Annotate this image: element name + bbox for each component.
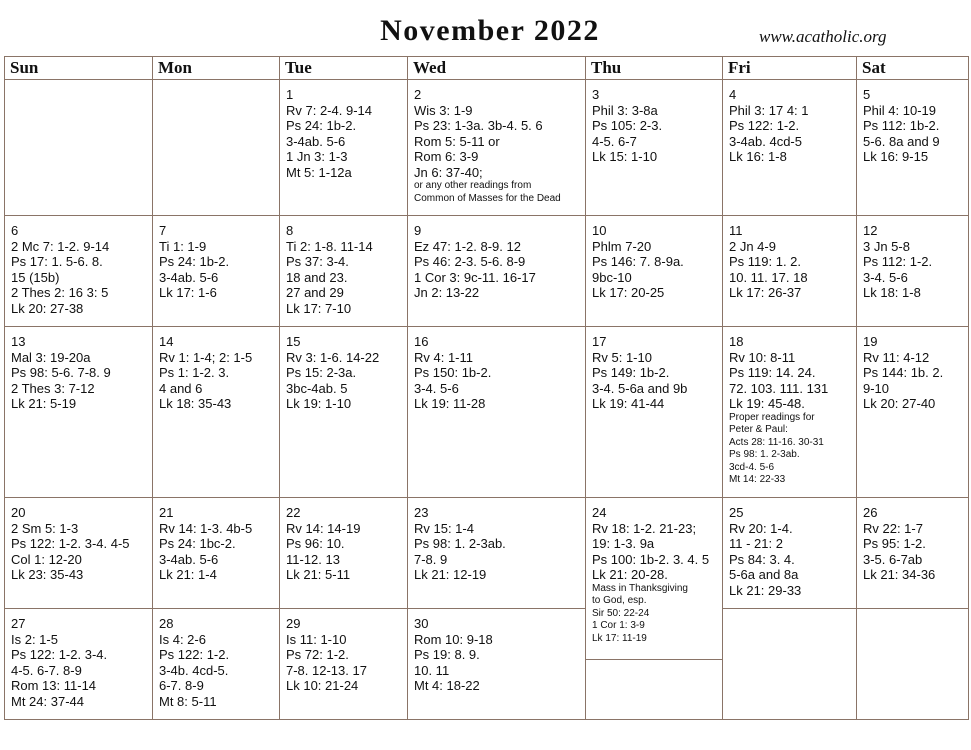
reading-line: 18 and 23. — [286, 269, 348, 285]
empty-day-cell — [5, 80, 153, 216]
day-cell — [723, 80, 857, 216]
week-row — [5, 498, 969, 609]
reading-line: Wis 3: 1-9 — [414, 102, 473, 118]
reading-line: 3-4. 5-6a and 9b — [592, 380, 688, 396]
day-number: 14 — [159, 334, 174, 349]
reading-line: Lk 17: 7-10 — [286, 300, 352, 316]
reading-line: Lk 17: 26-37 — [729, 285, 802, 300]
reading-line: 19: 1-3. 9a — [592, 536, 655, 551]
day-cell — [586, 80, 723, 216]
day-cell — [5, 498, 153, 609]
calendar-grid — [4, 56, 969, 720]
reading-line: Ps 84: 3. 4. — [729, 551, 795, 567]
reading-line: Ps 19: 8. 9. — [414, 647, 480, 662]
day-number: 15 — [286, 334, 301, 349]
reading-line: Ps 146: 7. 8-9a. — [592, 254, 684, 269]
reading-line: Rv 18: 1-2. 21-23; — [592, 520, 697, 536]
day-number: 16 — [414, 334, 429, 349]
reading-line: 10. 11. 17. 18 — [729, 269, 808, 285]
day-cell — [857, 498, 969, 609]
reading-line: Ps 150: 1b-2. — [414, 365, 492, 380]
reading-line: Ps 112: 1b-2. — [863, 118, 940, 133]
weekday-header: Wed — [408, 57, 586, 80]
day-cell — [280, 327, 408, 498]
reading-line: Ez 47: 1-2. 8-9. 12 — [414, 238, 521, 254]
day-cell — [586, 327, 723, 498]
day-number: 8 — [286, 223, 294, 238]
weekday-header: Tue — [280, 57, 408, 80]
reading-line: Lk 21: 12-19 — [414, 567, 487, 582]
day-cell — [586, 498, 723, 720]
day-cell — [280, 498, 408, 609]
reading-note: Common of Masses for the Dead — [414, 192, 561, 204]
reading-line: 3-4. 5-6 — [863, 269, 908, 285]
reading-line: 3-4ab. 5-6 — [159, 269, 219, 285]
reading-line: 5-6. 8a and 9 — [863, 133, 940, 149]
weekday-header: Mon — [153, 57, 280, 80]
reading-line: Lk 21: 20-28. — [592, 567, 668, 582]
reading-note: Peter & Paul: — [729, 424, 788, 435]
day-number: 28 — [159, 616, 174, 631]
day-number: 29 — [286, 616, 301, 631]
weekday-header: Sat — [857, 57, 969, 80]
reading-line: Ps 122: 1-2. — [159, 647, 230, 662]
reading-note: Mass in Thanksgiving — [592, 582, 688, 594]
empty-day-cell — [857, 609, 969, 720]
day-cell — [408, 80, 586, 216]
reading-line: 2 Thes 3: 7-12 — [11, 380, 95, 396]
weekday-header-row — [5, 57, 969, 80]
weekday-header: Sun — [5, 57, 153, 80]
reading-line: Ps 17: 1. 5-6. 8. — [11, 254, 103, 269]
day-cell-content — [586, 498, 722, 660]
reading-line: Phil 3: 17 4: 1 — [729, 102, 809, 118]
reading-line: Ps 122: 1-2. — [729, 118, 800, 133]
reading-line: Ti 2: 1-8. 11-14 — [286, 238, 373, 254]
reading-line: Rv 20: 1-4. — [729, 520, 793, 536]
reading-note: Lk 17: 11-19 — [592, 632, 647, 644]
reading-line: 4 and 6 — [159, 380, 203, 396]
reading-line: Is 11: 1-10 — [286, 631, 347, 647]
day-cell — [408, 609, 586, 720]
day-number: 11 — [729, 223, 743, 238]
reading-note: Sir 50: 22-24 — [592, 607, 650, 619]
reading-line: Mal 3: 19-20a — [11, 349, 91, 365]
empty-day-cell — [723, 609, 857, 720]
reading-line: Lk 23: 35-43 — [11, 567, 84, 582]
reading-line: Is 2: 1-5 — [11, 631, 58, 647]
reading-line: Jn 2: 13-22 — [414, 285, 480, 300]
reading-line: Ps 95: 1-2. — [863, 536, 926, 551]
reading-line: Jn 6: 37-40; — [414, 164, 483, 180]
reading-line: Rv 7: 2-4. 9-14 — [286, 102, 372, 118]
reading-line: 27 and 29 — [286, 285, 344, 300]
reading-line: 2 Thes 2: 16 3: 5 — [11, 285, 109, 300]
reading-line: Lk 16: 9-15 — [863, 149, 929, 164]
reading-line: 3-5. 6-7ab — [863, 551, 923, 567]
reading-line: Ps 15: 2-3a. — [286, 365, 357, 380]
reading-line: 11 - 21: 2 — [729, 536, 783, 551]
reading-line: 11-12. 13 — [286, 551, 340, 567]
reading-line: 10. 11 — [414, 662, 450, 678]
reading-note: Acts 28: 11-16. 30-31 — [729, 436, 824, 448]
day-cell — [408, 498, 586, 609]
day-number: 19 — [863, 334, 878, 349]
reading-note: Proper readings for — [729, 411, 815, 423]
weekday-header: Fri — [723, 57, 857, 80]
reading-line: Ps 23: 1-3a. 3b-4. 5. 6 — [414, 118, 543, 133]
empty-day-cell — [586, 660, 722, 708]
week-row — [5, 216, 969, 327]
reading-line: Ps 24: 1b-2. — [159, 254, 230, 269]
reading-line: 3-4ab. 5-6 — [286, 133, 346, 149]
reading-line: 15 (15b) — [11, 269, 60, 285]
reading-line: Lk 20: 27-38 — [11, 300, 84, 316]
day-cell — [280, 216, 408, 327]
day-number: 17 — [592, 334, 607, 349]
reading-line: Phlm 7-20 — [592, 238, 652, 254]
week-row — [5, 609, 969, 720]
reading-line: 3bc-4ab. 5 — [286, 380, 348, 396]
week-row — [5, 327, 969, 498]
day-cell — [5, 327, 153, 498]
reading-line: 4-5. 6-7. 8-9 — [11, 662, 82, 678]
day-number: 5 — [863, 87, 871, 102]
reading-line: Lk 21: 5-11 — [286, 567, 351, 582]
reading-line: 7-8. 9 — [414, 551, 448, 567]
day-number: 7 — [159, 223, 167, 238]
reading-line: Ps 24: 1b-2. — [286, 118, 357, 133]
reading-line: Ps 72: 1-2. — [286, 647, 349, 662]
day-cell — [5, 216, 153, 327]
reading-line: Mt 8: 5-11 — [159, 693, 217, 709]
reading-line: 3 Jn 5-8 — [863, 238, 910, 254]
reading-line: Rv 10: 8-11 — [729, 349, 796, 365]
reading-line: Lk 21: 34-36 — [863, 567, 936, 582]
day-number: 22 — [286, 505, 301, 520]
reading-line: Ps 100: 1b-2. 3. 4. 5 — [592, 551, 710, 567]
reading-note: or any other readings from — [414, 180, 532, 191]
reading-line: Mt 24: 37-44 — [11, 693, 84, 709]
day-number: 10 — [592, 223, 607, 238]
day-number: 24 — [592, 505, 607, 520]
day-cell — [153, 216, 280, 327]
day-number: 3 — [592, 87, 600, 102]
day-cell — [280, 609, 408, 720]
reading-line: 3-4. 5-6 — [414, 380, 459, 396]
reading-line: Mt 4: 18-22 — [414, 678, 480, 693]
reading-line: 3-4ab. 5-6 — [159, 551, 219, 567]
day-number: 27 — [11, 616, 26, 631]
reading-line: Lk 19: 11-28 — [414, 396, 486, 411]
reading-line: Is 4: 2-6 — [159, 631, 206, 647]
day-cell — [153, 327, 280, 498]
reading-line: Rom 6: 3-9 — [414, 149, 479, 164]
day-cell — [5, 609, 153, 720]
weekday-header: Thu — [586, 57, 723, 80]
reading-line: 5-6a and 8a — [729, 567, 799, 582]
reading-line: Lk 21: 1-4 — [159, 567, 217, 582]
day-number: 6 — [11, 223, 19, 238]
reading-line: 2 Mc 7: 1-2. 9-14 — [11, 238, 110, 254]
reading-line: Lk 19: 1-10 — [286, 396, 352, 411]
day-cell — [408, 216, 586, 327]
day-cell — [153, 498, 280, 609]
reading-line: Lk 17: 20-25 — [592, 285, 665, 300]
reading-line: 3-4b. 4cd-5. — [159, 662, 229, 678]
reading-line: Rom 10: 9-18 — [414, 631, 493, 647]
reading-note: Mt 14: 22-33 — [729, 474, 786, 485]
day-cell — [723, 327, 857, 498]
reading-line: 2 Sm 5: 1-3 — [11, 520, 79, 536]
day-cell — [723, 498, 857, 609]
reading-line: Phil 4: 10-19 — [863, 102, 936, 118]
day-number: 20 — [11, 505, 26, 520]
reading-line: Lk 15: 1-10 — [592, 149, 658, 164]
reading-line: 72. 103. 111. 131 — [729, 380, 829, 396]
reading-line: Ps 96: 10. — [286, 536, 345, 551]
reading-line: Ps 98: 5-6. 7-8. 9 — [11, 365, 111, 380]
reading-line: Ps 122: 1-2. 3-4. — [11, 647, 108, 662]
reading-line: Rv 14: 1-3. 4b-5 — [159, 520, 253, 536]
day-number: 23 — [414, 505, 429, 520]
day-number: 25 — [729, 505, 744, 520]
reading-line: Rv 1: 1-4; 2: 1-5 — [159, 349, 253, 365]
day-number: 13 — [11, 334, 26, 349]
reading-line: Ps 119: 14. 24. — [729, 365, 816, 380]
day-number: 30 — [414, 616, 429, 631]
reading-line: 4-5. 6-7 — [592, 133, 637, 149]
reading-line: Mt 5: 1-12a — [286, 164, 352, 180]
day-cell — [723, 216, 857, 327]
reading-line: Lk 10: 21-24 — [286, 678, 359, 693]
reading-line: 1 Jn 3: 1-3 — [286, 149, 348, 164]
reading-line: Rv 11: 4-12 — [863, 349, 930, 365]
day-cell — [280, 80, 408, 216]
reading-line: Ps 46: 2-3. 5-6. 8-9 — [414, 254, 526, 269]
day-cell — [408, 327, 586, 498]
reading-line: Ps 1: 1-2. 3. — [159, 365, 230, 380]
reading-line: Rv 5: 1-10 — [592, 349, 652, 365]
reading-line: Lk 19: 45-48. — [729, 396, 805, 411]
reading-line: Ps 112: 1-2. — [863, 254, 933, 269]
reading-line: Lk 21: 5-19 — [11, 396, 77, 411]
reading-line: Lk 21: 29-33 — [729, 582, 802, 598]
reading-line: Rv 14: 14-19 — [286, 520, 361, 536]
reading-line: Ps 144: 1b. 2. — [863, 365, 944, 380]
reading-line: Ti 1: 1-9 — [159, 238, 207, 254]
reading-line: Ps 37: 3-4. — [286, 254, 349, 269]
day-number: 26 — [863, 505, 878, 520]
day-cell — [153, 609, 280, 720]
reading-note: Ps 98: 1. 2-3ab. — [729, 449, 800, 460]
reading-line: 6-7. 8-9 — [159, 678, 204, 693]
calendar-title: November 2022 — [380, 14, 600, 47]
reading-note: 3cd-4. 5-6 — [729, 461, 775, 473]
reading-line: 9bc-10 — [592, 269, 632, 285]
reading-line: Lk 16: 1-8 — [729, 149, 787, 164]
reading-line: Lk 20: 27-40 — [863, 396, 936, 411]
reading-line: Lk 18: 35-43 — [159, 396, 232, 411]
reading-line: 3-4ab. 4cd-5 — [729, 133, 802, 149]
reading-line: 7-8. 12-13. 17 — [286, 662, 367, 678]
reading-line: Ps 122: 1-2. 3-4. 4-5 — [11, 536, 130, 551]
reading-note: to God, esp. — [592, 595, 647, 606]
reading-line: Rom 13: 11-14 — [11, 678, 97, 693]
reading-line: 2 Jn 4-9 — [729, 238, 776, 254]
reading-line: Rv 3: 1-6. 14-22 — [286, 349, 380, 365]
website-url[interactable]: www.acatholic.org — [759, 27, 887, 46]
reading-line: Col 1: 12-20 — [11, 551, 82, 567]
reading-line: Ps 24: 1bc-2. — [159, 536, 236, 551]
empty-day-cell — [153, 80, 280, 216]
reading-line: Ps 149: 1b-2. — [592, 365, 670, 380]
week-row — [5, 80, 969, 216]
day-number: 18 — [729, 334, 744, 349]
day-cell — [586, 216, 723, 327]
reading-line: Ps 105: 2-3. — [592, 118, 663, 133]
reading-line: Ps 119: 1. 2. — [729, 254, 802, 269]
reading-line: Ps 98: 1. 2-3ab. — [414, 536, 506, 551]
day-number: 4 — [729, 87, 737, 102]
day-number: 21 — [159, 505, 174, 520]
reading-line: Phil 3: 3-8a — [592, 102, 658, 118]
day-number: 12 — [863, 223, 878, 238]
reading-line: Rv 22: 1-7 — [863, 520, 923, 536]
reading-line: Rv 15: 1-4 — [414, 520, 474, 536]
reading-line: Rom 5: 5-11 or — [414, 133, 500, 149]
reading-line: Lk 18: 1-8 — [863, 285, 921, 300]
reading-line: Rv 4: 1-11 — [414, 349, 474, 365]
day-number: 2 — [414, 87, 422, 102]
day-number: 1 — [286, 87, 294, 102]
day-number: 9 — [414, 223, 422, 238]
reading-line: 1 Cor 3: 9c-11. 16-17 — [414, 269, 536, 285]
day-cell — [857, 216, 969, 327]
day-cell — [857, 327, 969, 498]
reading-line: Lk 19: 41-44 — [592, 396, 665, 411]
reading-line: Lk 17: 1-6 — [159, 285, 217, 300]
reading-line: 9-10 — [863, 380, 890, 396]
day-cell — [857, 80, 969, 216]
reading-note: 1 Cor 1: 3-9 — [592, 620, 645, 631]
